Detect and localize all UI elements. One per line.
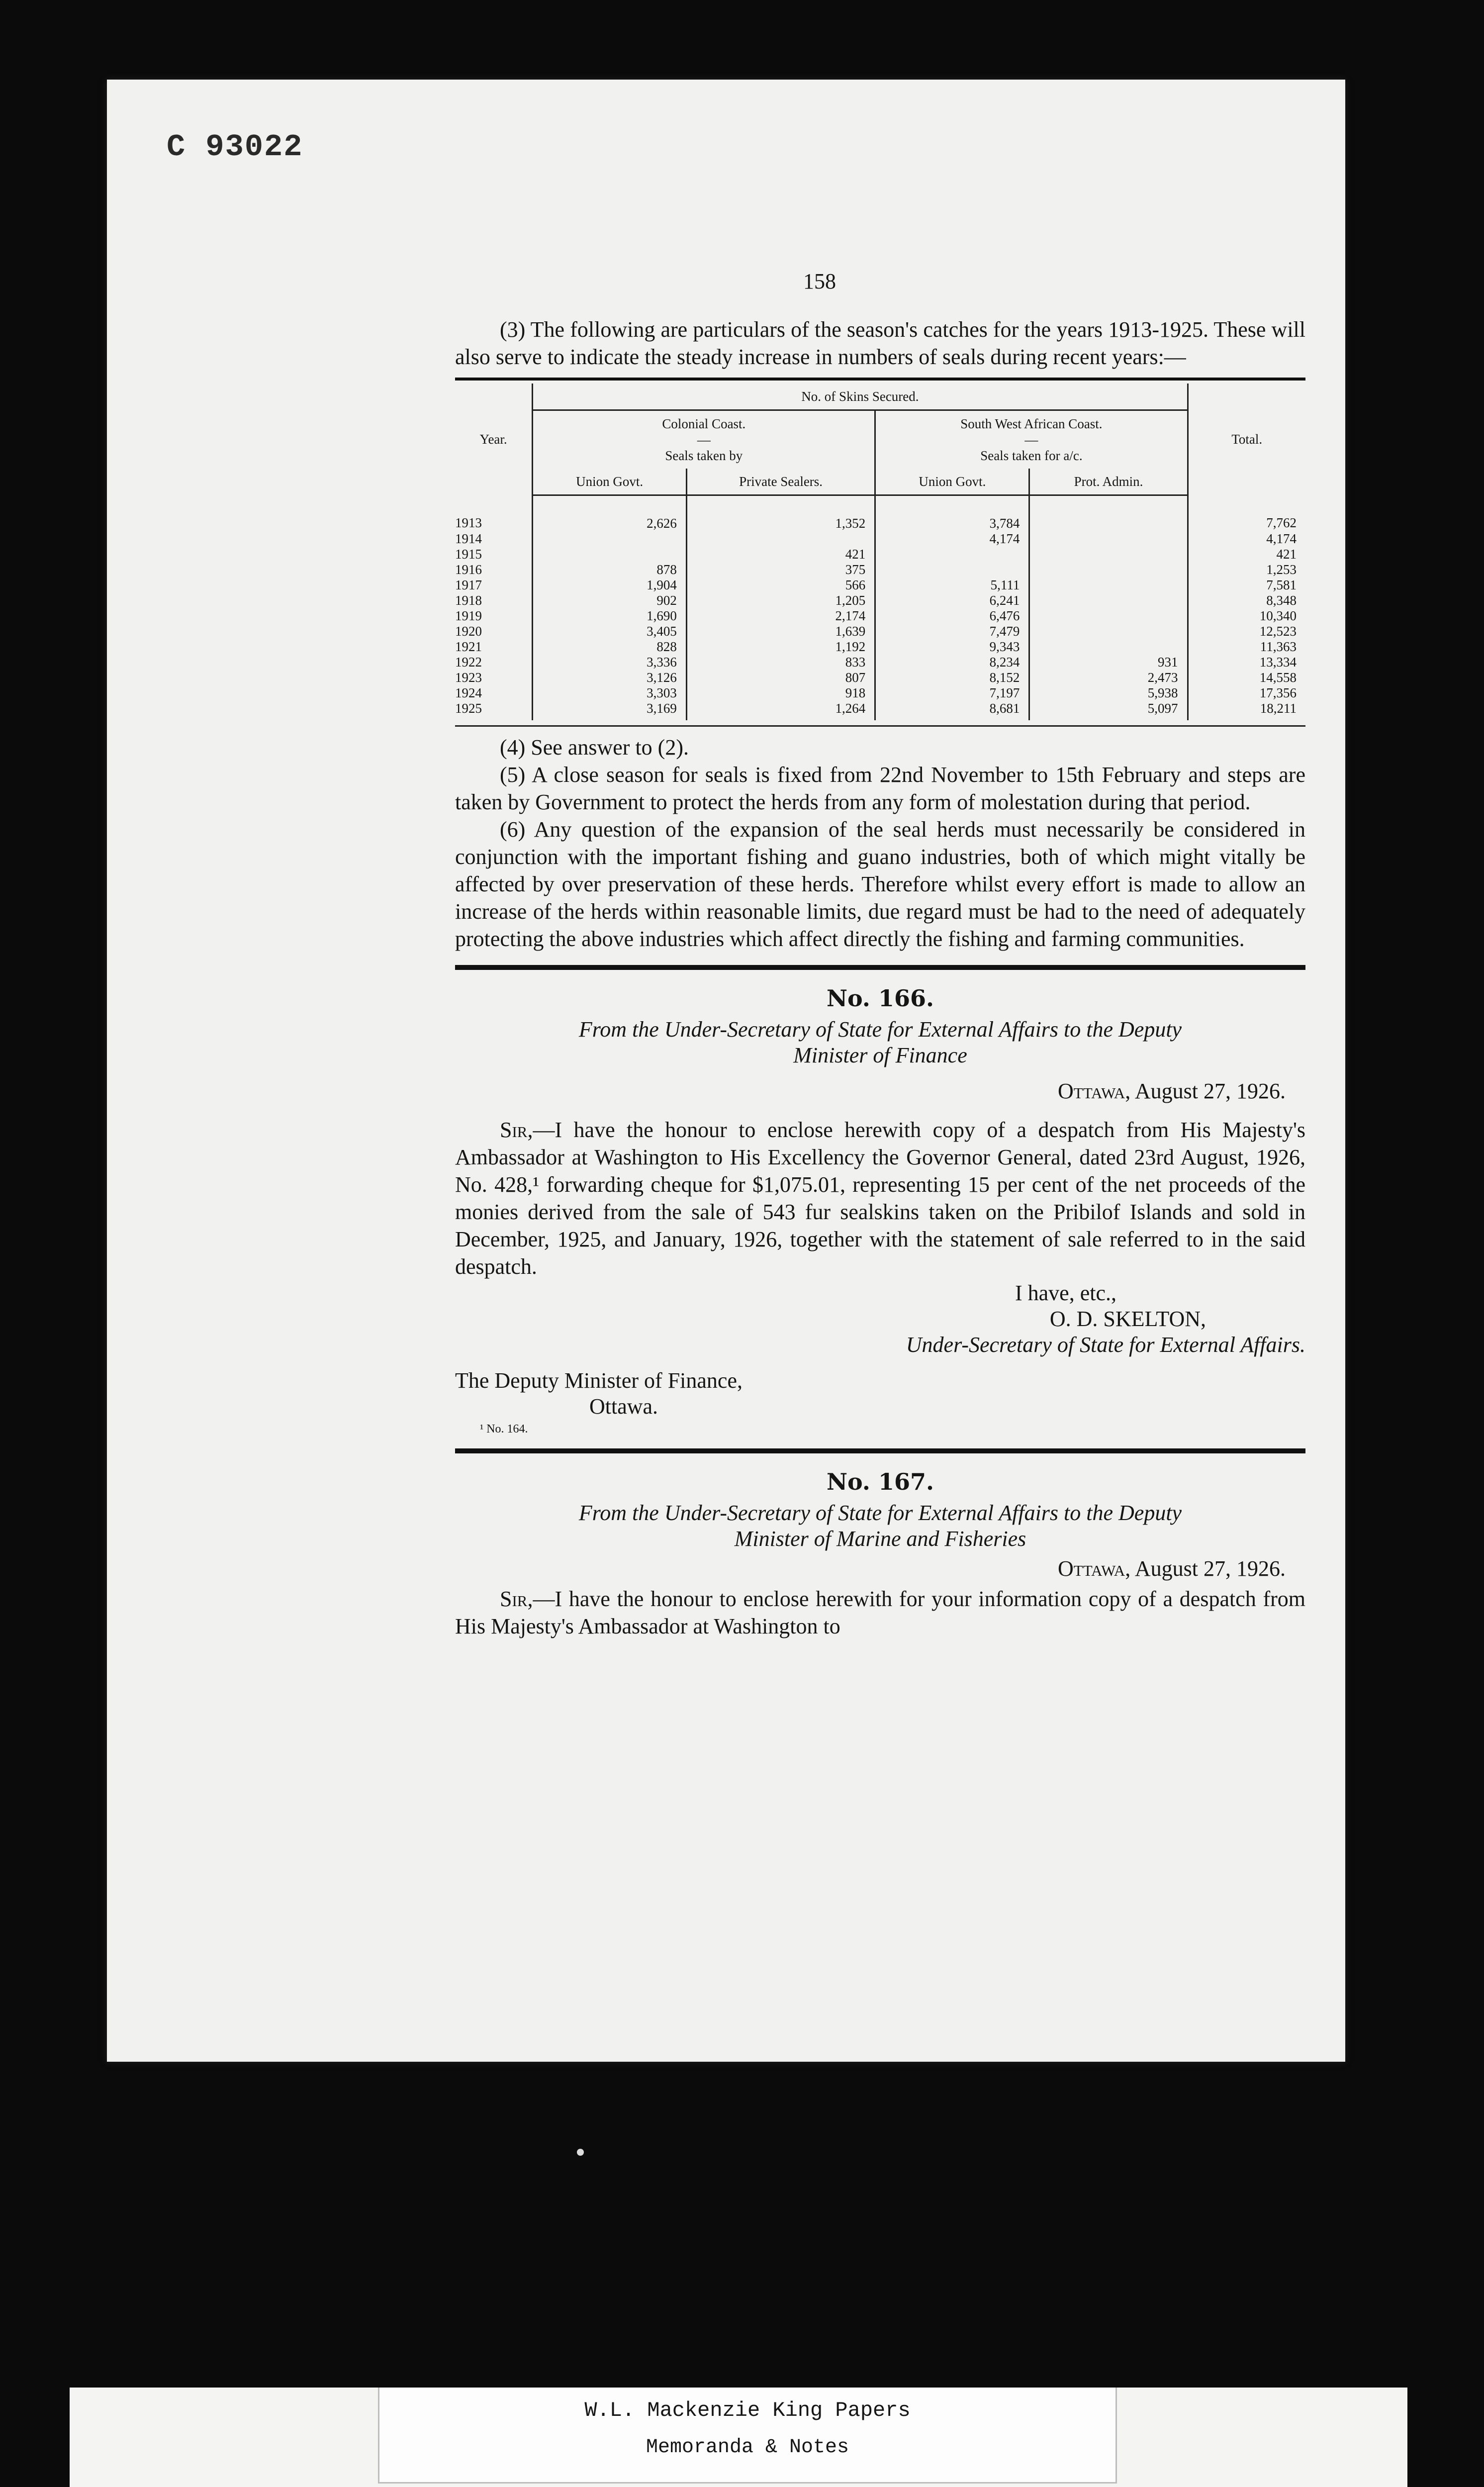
swa-union-govt-cell (875, 547, 1029, 562)
table-row (455, 670, 1305, 685)
page-number: 158 (803, 269, 836, 293)
table-row (455, 547, 1305, 562)
from-line-166b: Minister of Finance (793, 1043, 967, 1067)
footnote-166: ¹ No. 164. (480, 1423, 528, 1435)
film-speck (577, 2149, 584, 2156)
prot-admin-cell: 2,473 (1029, 670, 1188, 685)
year-cell: 1916 (455, 562, 482, 577)
prot-admin-cell (1029, 593, 1188, 608)
dateline-167 (455, 1556, 1286, 1581)
prot-admin-cell: 5,938 (1029, 685, 1188, 701)
table-row (455, 593, 1305, 608)
page-content (455, 316, 1305, 1640)
seal-catch-table (455, 383, 1305, 720)
table-row (455, 685, 1305, 701)
year-cell: 1919 (455, 608, 482, 623)
swa-union-govt-cell: 5,111 (875, 577, 1029, 593)
total-cell: 14,558 (1188, 670, 1305, 685)
total-cell: 8,348 (1188, 593, 1305, 608)
table-top-rule (455, 378, 1305, 381)
private-sealers-cell: 1,352 (686, 495, 875, 532)
total-cell: 1,253 (1188, 562, 1305, 577)
series-name: Memoranda & Notes (646, 2436, 849, 2459)
total-cell: 17,356 (1188, 685, 1305, 701)
total-cell: 18,211 (1188, 701, 1305, 720)
closing-block-166 (455, 1280, 1305, 1358)
archive-label (70, 2388, 1407, 2487)
col-union-govt-swa: Union Govt. (875, 469, 1029, 495)
signer-title-166: Under-Secretary of State for External Affairs. (906, 1333, 1305, 1357)
year-cell: 1920 (455, 624, 482, 639)
prot-admin-cell (1029, 531, 1188, 547)
swa-union-govt-cell: 9,343 (875, 639, 1029, 655)
private-sealers-cell: 375 (686, 562, 875, 577)
colonial-union-govt-cell (533, 547, 687, 562)
colonial-union-govt-cell: 1,904 (533, 577, 687, 593)
swa-union-govt-cell: 8,681 (875, 701, 1029, 720)
year-cell: 1918 (455, 593, 482, 608)
col-prot-admin: Prot. Admin. (1029, 469, 1188, 495)
date-166: August 27, 1926. (1134, 1079, 1286, 1103)
total-cell: 10,340 (1188, 608, 1305, 624)
document-number-166: No. 166. (827, 985, 934, 1012)
total-cell: 7,762 (1188, 495, 1305, 532)
swa-union-govt-cell (875, 562, 1029, 577)
colonial-union-govt-cell: 828 (533, 639, 687, 655)
prot-admin-cell (1029, 624, 1188, 639)
year-cell: 1913 (455, 515, 482, 531)
colonial-coast-header (533, 410, 875, 469)
skins-secured-header: No. of Skins Secured. (533, 383, 1188, 410)
intro-paragraph: (3) The following are particulars of the season's catches for the years 1913-1925. These will also serve to indicate the steady increase in numbers of seals during recent years:— (455, 317, 1305, 369)
colonial-seals-taken-by: Seals taken by (665, 448, 743, 463)
closing-166: I have, etc., (1015, 1281, 1116, 1305)
colonial-union-govt-cell: 902 (533, 593, 687, 608)
year-cell: 1923 (455, 670, 482, 685)
private-sealers-cell: 1,264 (686, 701, 875, 720)
year-cell: 1924 (455, 685, 482, 700)
prot-admin-cell: 5,097 (1029, 701, 1188, 720)
section-rule-166 (455, 965, 1305, 970)
year-cell: 1922 (455, 655, 482, 670)
table-row (455, 655, 1305, 670)
table-body (455, 495, 1305, 721)
private-sealers-cell (686, 531, 875, 547)
document-number-167: No. 167. (827, 1468, 934, 1495)
body-text-166: —I have the honour to enclose herewith copy of a despatch from His Majesty's Ambassador at Washington to His Excellency the Governor General, dated 23rd August, 1926, No. 428,¹ forwarding cheque for $1,075.01, representing 15 per cent of the net proceeds of the monies derived from the sale of 543 fur sealskins taken on the Pribilof Islands and sold in December, 1925, and January, 1926, together with the statement of sale referred to in the said despatch. (455, 1118, 1305, 1279)
table-row (455, 624, 1305, 639)
colonial-union-govt-cell: 3,336 (533, 655, 687, 670)
swa-seals-taken-for: Seals taken for a/c. (980, 448, 1083, 463)
paragraph-6: (6) Any question of the expansion of the seal herds must necessarily be considered in conjunction with the important fishing and guano industries, both of which might vitally be affected by over preservation of these herds. Therefore whilst every effort is made to allow an increase of the herds within reasonable limits, due regard must be had to the need of adequately protecting the above industries which affect directly the fishing and farming communities. (455, 817, 1305, 951)
total-cell: 421 (1188, 547, 1305, 562)
colonial-union-govt-cell: 3,303 (533, 685, 687, 701)
year-cell: 1921 (455, 639, 482, 654)
year-cell: 1925 (455, 701, 482, 716)
prot-admin-cell: 931 (1029, 655, 1188, 670)
total-cell: 11,363 (1188, 639, 1305, 655)
table-bottom-rule (455, 725, 1305, 727)
addressee-name-166: The Deputy Minister of Finance, (455, 1368, 742, 1393)
col-union-govt-colonial: Union Govt. (533, 469, 687, 495)
collection-name: W.L. Mackenzie King Papers (584, 2398, 911, 2422)
collection-tab (378, 2388, 1117, 2484)
col-private-sealers: Private Sealers. (686, 469, 875, 495)
swa-coast-header (875, 410, 1188, 469)
table-row (455, 701, 1305, 720)
from-line-167b: Minister of Marine and Fisheries (734, 1527, 1026, 1551)
table-row (455, 639, 1305, 655)
colonial-union-govt-cell (533, 531, 687, 547)
swa-dash: — (1024, 432, 1038, 447)
private-sealers-cell: 918 (686, 685, 875, 701)
swa-union-govt-cell: 6,241 (875, 593, 1029, 608)
year-cell: 1917 (455, 577, 482, 592)
table-row (455, 608, 1305, 624)
swa-coast-title: South West African Coast. (960, 416, 1103, 431)
body-text-167: —I have the honour to enclose herewith for your information copy of a despatch from His Majesty's Ambassador at Washington to (455, 1587, 1305, 1638)
signer-166: O. D. SKELTON, (1049, 1307, 1206, 1331)
year-header: Year. (479, 432, 507, 447)
colonial-dash: — (697, 432, 711, 447)
swa-union-govt-cell: 4,174 (875, 531, 1029, 547)
colonial-union-govt-cell: 3,405 (533, 624, 687, 639)
archive-stamp: C 93022 (167, 129, 303, 165)
date-167: August 27, 1926. (1134, 1556, 1286, 1581)
prot-admin-cell (1029, 547, 1188, 562)
colonial-union-govt-cell: 2,626 (533, 495, 687, 532)
colonial-coast-title: Colonial Coast. (662, 416, 746, 431)
date-place-166: Ottawa, (1058, 1079, 1131, 1103)
colonial-union-govt-cell: 1,690 (533, 608, 687, 624)
addressee-city-166: Ottawa. (589, 1394, 658, 1419)
total-cell: 13,334 (1188, 655, 1305, 670)
document-page (107, 80, 1345, 2062)
private-sealers-cell: 421 (686, 547, 875, 562)
prot-admin-cell (1029, 495, 1188, 532)
salutation-166: Sir, (500, 1118, 533, 1142)
swa-union-govt-cell: 8,152 (875, 670, 1029, 685)
private-sealers-cell: 566 (686, 577, 875, 593)
prot-admin-cell (1029, 639, 1188, 655)
private-sealers-cell: 1,192 (686, 639, 875, 655)
total-cell: 7,581 (1188, 577, 1305, 593)
private-sealers-cell: 1,205 (686, 593, 875, 608)
swa-union-govt-cell: 7,197 (875, 685, 1029, 701)
dateline-166 (455, 1078, 1286, 1104)
colonial-union-govt-cell: 878 (533, 562, 687, 577)
table-row (455, 562, 1305, 577)
private-sealers-cell: 1,639 (686, 624, 875, 639)
date-place-167: Ottawa, (1058, 1556, 1131, 1581)
swa-union-govt-cell: 6,476 (875, 608, 1029, 624)
addressee-166 (455, 1368, 1305, 1420)
section-rule-167 (455, 1448, 1305, 1453)
private-sealers-cell: 807 (686, 670, 875, 685)
colonial-union-govt-cell: 3,126 (533, 670, 687, 685)
private-sealers-cell: 2,174 (686, 608, 875, 624)
letter-body-166 (455, 1116, 1305, 1280)
swa-union-govt-cell: 7,479 (875, 624, 1029, 639)
paragraph-5: (5) A close season for seals is fixed from 22nd November to 15th February and steps are taken by Government to protect the herds from any form of molestation during that period. (455, 763, 1305, 814)
total-header: Total. (1188, 383, 1305, 495)
private-sealers-cell: 833 (686, 655, 875, 670)
swa-union-govt-cell: 8,234 (875, 655, 1029, 670)
table-row (455, 531, 1305, 547)
prot-admin-cell (1029, 608, 1188, 624)
paragraph-4: (4) See answer to (2). (500, 735, 689, 760)
prot-admin-cell (1029, 562, 1188, 577)
table-row (455, 495, 1305, 532)
swa-union-govt-cell: 3,784 (875, 495, 1029, 532)
prot-admin-cell (1029, 577, 1188, 593)
salutation-167: Sir, (500, 1587, 533, 1611)
table-row (455, 577, 1305, 593)
total-cell: 12,523 (1188, 624, 1305, 639)
from-line-167a: From the Under-Secretary of State for External Affairs to the Deputy (578, 1501, 1182, 1525)
from-line-166a: From the Under-Secretary of State for External Affairs to the Deputy (578, 1017, 1182, 1042)
year-cell: 1914 (455, 531, 482, 546)
letter-body-167 (455, 1585, 1305, 1640)
year-cell: 1915 (455, 547, 482, 562)
colonial-union-govt-cell: 3,169 (533, 701, 687, 720)
total-cell: 4,174 (1188, 531, 1305, 547)
